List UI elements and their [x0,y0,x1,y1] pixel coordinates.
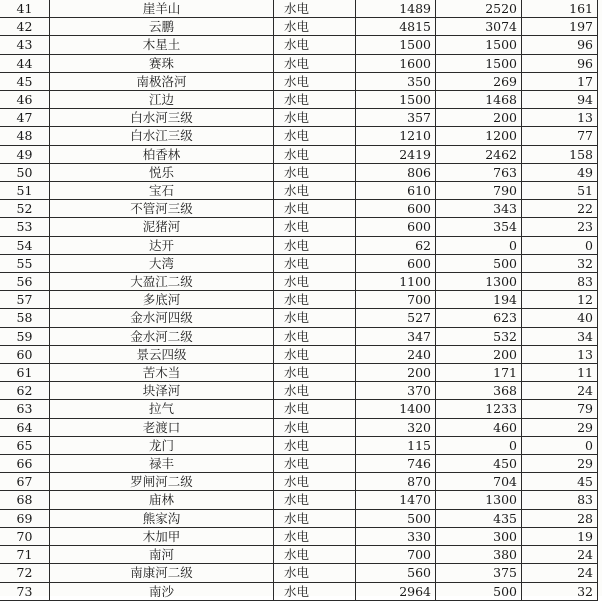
value-cell-3: 24 [522,564,598,582]
value-cell-2: 0 [436,236,522,254]
value-cell-1: 4815 [356,18,436,36]
table-row [0,254,598,272]
station-name-cell: 悦乐 [50,163,274,181]
station-name-cell: 南沙 [50,582,274,600]
value-cell-3: 0 [522,236,598,254]
value-cell-1: 200 [356,364,436,382]
value-cell-2: 790 [436,182,522,200]
value-cell-2: 1468 [436,91,522,109]
type-cell: 水电 [274,0,356,18]
table-row [0,327,598,345]
row-number-cell: 65 [0,436,50,454]
type-cell: 水电 [274,382,356,400]
row-number-cell: 44 [0,54,50,72]
type-cell: 水电 [274,509,356,527]
type-cell: 水电 [274,527,356,545]
value-cell-3: 13 [522,345,598,363]
value-cell-3: 0 [522,436,598,454]
table-row [0,182,598,200]
value-cell-2: 368 [436,382,522,400]
table-row [0,273,598,291]
value-cell-3: 49 [522,163,598,181]
station-name-cell: 熊家沟 [50,509,274,527]
row-number-cell: 54 [0,236,50,254]
value-cell-2: 3074 [436,18,522,36]
table-row [0,291,598,309]
type-cell: 水电 [274,182,356,200]
station-name-cell: 苦木当 [50,364,274,382]
table-row [0,72,598,90]
type-cell: 水电 [274,54,356,72]
value-cell-2: 1500 [436,36,522,54]
value-cell-2: 1233 [436,400,522,418]
type-cell: 水电 [274,364,356,382]
value-cell-2: 704 [436,473,522,491]
value-cell-3: 32 [522,582,598,600]
value-cell-1: 115 [356,436,436,454]
value-cell-1: 1100 [356,273,436,291]
value-cell-1: 600 [356,254,436,272]
value-cell-2: 343 [436,200,522,218]
row-number-cell: 59 [0,327,50,345]
station-name-cell: 南康河二级 [50,564,274,582]
station-name-cell: 拉气 [50,400,274,418]
table-row [0,582,598,600]
value-cell-2: 763 [436,163,522,181]
value-cell-2: 200 [436,109,522,127]
table-row [0,127,598,145]
type-cell: 水电 [274,564,356,582]
station-name-cell: 崖羊山 [50,0,274,18]
row-number-cell: 52 [0,200,50,218]
value-cell-3: 11 [522,364,598,382]
value-cell-1: 2419 [356,145,436,163]
value-cell-2: 200 [436,345,522,363]
row-number-cell: 69 [0,509,50,527]
station-name-cell: 南极洛河 [50,72,274,90]
station-name-cell: 赛珠 [50,54,274,72]
value-cell-1: 870 [356,473,436,491]
row-number-cell: 62 [0,382,50,400]
value-cell-3: 29 [522,455,598,473]
type-cell: 水电 [274,72,356,90]
type-cell: 水电 [274,18,356,36]
value-cell-1: 700 [356,291,436,309]
table-row [0,109,598,127]
row-number-cell: 46 [0,91,50,109]
value-cell-3: 29 [522,418,598,436]
value-cell-2: 1200 [436,127,522,145]
type-cell: 水电 [274,327,356,345]
table-row [0,418,598,436]
value-cell-1: 1500 [356,36,436,54]
value-cell-3: 161 [522,0,598,18]
type-cell: 水电 [274,418,356,436]
station-name-cell: 金水河四级 [50,309,274,327]
value-cell-2: 2520 [436,0,522,18]
station-name-cell: 块泽河 [50,382,274,400]
value-cell-3: 96 [522,54,598,72]
value-cell-1: 347 [356,327,436,345]
type-cell: 水电 [274,236,356,254]
row-number-cell: 60 [0,345,50,363]
station-name-cell: 木加甲 [50,527,274,545]
row-number-cell: 57 [0,291,50,309]
type-cell: 水电 [274,400,356,418]
station-name-cell: 多底河 [50,291,274,309]
value-cell-3: 96 [522,36,598,54]
value-cell-2: 500 [436,254,522,272]
station-name-cell: 南河 [50,546,274,564]
type-cell: 水电 [274,145,356,163]
station-name-cell: 宝石 [50,182,274,200]
table-row [0,309,598,327]
value-cell-3: 83 [522,491,598,509]
table-row [0,345,598,363]
value-cell-3: 79 [522,400,598,418]
type-cell: 水电 [274,582,356,600]
type-cell: 水电 [274,254,356,272]
type-cell: 水电 [274,436,356,454]
row-number-cell: 49 [0,145,50,163]
row-number-cell: 50 [0,163,50,181]
value-cell-3: 34 [522,327,598,345]
value-cell-2: 194 [436,291,522,309]
value-cell-3: 23 [522,218,598,236]
station-name-cell: 老渡口 [50,418,274,436]
type-cell: 水电 [274,218,356,236]
value-cell-3: 197 [522,18,598,36]
value-cell-2: 354 [436,218,522,236]
table-row [0,527,598,545]
value-cell-1: 357 [356,109,436,127]
value-cell-2: 0 [436,436,522,454]
value-cell-1: 370 [356,382,436,400]
type-cell: 水电 [274,491,356,509]
type-cell: 水电 [274,127,356,145]
value-cell-3: 13 [522,109,598,127]
type-cell: 水电 [274,345,356,363]
value-cell-1: 527 [356,309,436,327]
table-row [0,364,598,382]
value-cell-1: 2964 [356,582,436,600]
row-number-cell: 53 [0,218,50,236]
station-name-cell: 龙门 [50,436,274,454]
value-cell-1: 330 [356,527,436,545]
table-row [0,509,598,527]
row-number-cell: 63 [0,400,50,418]
value-cell-2: 460 [436,418,522,436]
station-name-cell: 罗闸河二级 [50,473,274,491]
value-cell-3: 94 [522,91,598,109]
type-cell: 水电 [274,546,356,564]
row-number-cell: 67 [0,473,50,491]
value-cell-2: 450 [436,455,522,473]
value-cell-3: 22 [522,200,598,218]
value-cell-1: 1600 [356,54,436,72]
station-name-cell: 达开 [50,236,274,254]
row-number-cell: 58 [0,309,50,327]
table-row [0,473,598,491]
table-row [0,54,598,72]
value-cell-2: 300 [436,527,522,545]
value-cell-1: 610 [356,182,436,200]
table-row [0,546,598,564]
row-number-cell: 51 [0,182,50,200]
table-row [0,91,598,109]
row-number-cell: 42 [0,18,50,36]
value-cell-3: 158 [522,145,598,163]
type-cell: 水电 [274,91,356,109]
row-number-cell: 72 [0,564,50,582]
type-cell: 水电 [274,309,356,327]
value-cell-2: 171 [436,364,522,382]
value-cell-1: 700 [356,546,436,564]
type-cell: 水电 [274,200,356,218]
row-number-cell: 70 [0,527,50,545]
value-cell-2: 435 [436,509,522,527]
station-name-cell: 木星土 [50,36,274,54]
value-cell-2: 623 [436,309,522,327]
station-name-cell: 景云四级 [50,345,274,363]
type-cell: 水电 [274,455,356,473]
row-number-cell: 41 [0,0,50,18]
value-cell-1: 746 [356,455,436,473]
value-cell-2: 1500 [436,54,522,72]
table-row [0,236,598,254]
row-number-cell: 64 [0,418,50,436]
value-cell-1: 500 [356,509,436,527]
station-name-cell: 大湾 [50,254,274,272]
row-number-cell: 55 [0,254,50,272]
row-number-cell: 66 [0,455,50,473]
station-name-cell: 泥猪河 [50,218,274,236]
value-cell-1: 1400 [356,400,436,418]
value-cell-1: 350 [356,72,436,90]
type-cell: 水电 [274,109,356,127]
value-cell-1: 600 [356,218,436,236]
row-number-cell: 56 [0,273,50,291]
table-row [0,0,598,18]
row-number-cell: 45 [0,72,50,90]
table-row [0,436,598,454]
row-number-cell: 43 [0,36,50,54]
station-name-cell: 云鹏 [50,18,274,36]
type-cell: 水电 [274,291,356,309]
type-cell: 水电 [274,36,356,54]
row-number-cell: 61 [0,364,50,382]
table-row [0,564,598,582]
station-name-cell: 庙林 [50,491,274,509]
value-cell-1: 1500 [356,91,436,109]
station-name-cell: 白水江三级 [50,127,274,145]
row-number-cell: 47 [0,109,50,127]
value-cell-1: 1210 [356,127,436,145]
value-cell-3: 77 [522,127,598,145]
table-row [0,145,598,163]
table-row [0,200,598,218]
row-number-cell: 48 [0,127,50,145]
station-name-cell: 大盈江二级 [50,273,274,291]
value-cell-1: 320 [356,418,436,436]
row-number-cell: 73 [0,582,50,600]
value-cell-1: 600 [356,200,436,218]
value-cell-2: 500 [436,582,522,600]
station-name-cell: 不管河三级 [50,200,274,218]
value-cell-3: 51 [522,182,598,200]
value-cell-3: 28 [522,509,598,527]
value-cell-3: 45 [522,473,598,491]
row-number-cell: 71 [0,546,50,564]
type-cell: 水电 [274,163,356,181]
value-cell-2: 269 [436,72,522,90]
station-name-cell: 柏香林 [50,145,274,163]
station-name-cell: 禄丰 [50,455,274,473]
value-cell-1: 1470 [356,491,436,509]
value-cell-3: 17 [522,72,598,90]
value-cell-2: 1300 [436,273,522,291]
table-row [0,455,598,473]
value-cell-2: 380 [436,546,522,564]
value-cell-3: 12 [522,291,598,309]
table-row [0,163,598,181]
table-row [0,491,598,509]
table-row [0,18,598,36]
table-row [0,218,598,236]
value-cell-1: 560 [356,564,436,582]
value-cell-3: 40 [522,309,598,327]
row-number-cell: 68 [0,491,50,509]
value-cell-1: 1489 [356,0,436,18]
type-cell: 水电 [274,473,356,491]
value-cell-2: 375 [436,564,522,582]
station-name-cell: 江边 [50,91,274,109]
value-cell-1: 240 [356,345,436,363]
value-cell-2: 532 [436,327,522,345]
value-cell-2: 2462 [436,145,522,163]
station-name-cell: 金水河二级 [50,327,274,345]
value-cell-3: 24 [522,382,598,400]
table-row [0,36,598,54]
value-cell-2: 1300 [436,491,522,509]
station-name-cell: 白水河三级 [50,109,274,127]
type-cell: 水电 [274,273,356,291]
value-cell-3: 32 [522,254,598,272]
value-cell-3: 83 [522,273,598,291]
table-row [0,382,598,400]
value-cell-3: 24 [522,546,598,564]
table-row [0,400,598,418]
value-cell-1: 806 [356,163,436,181]
value-cell-3: 19 [522,527,598,545]
value-cell-1: 62 [356,236,436,254]
